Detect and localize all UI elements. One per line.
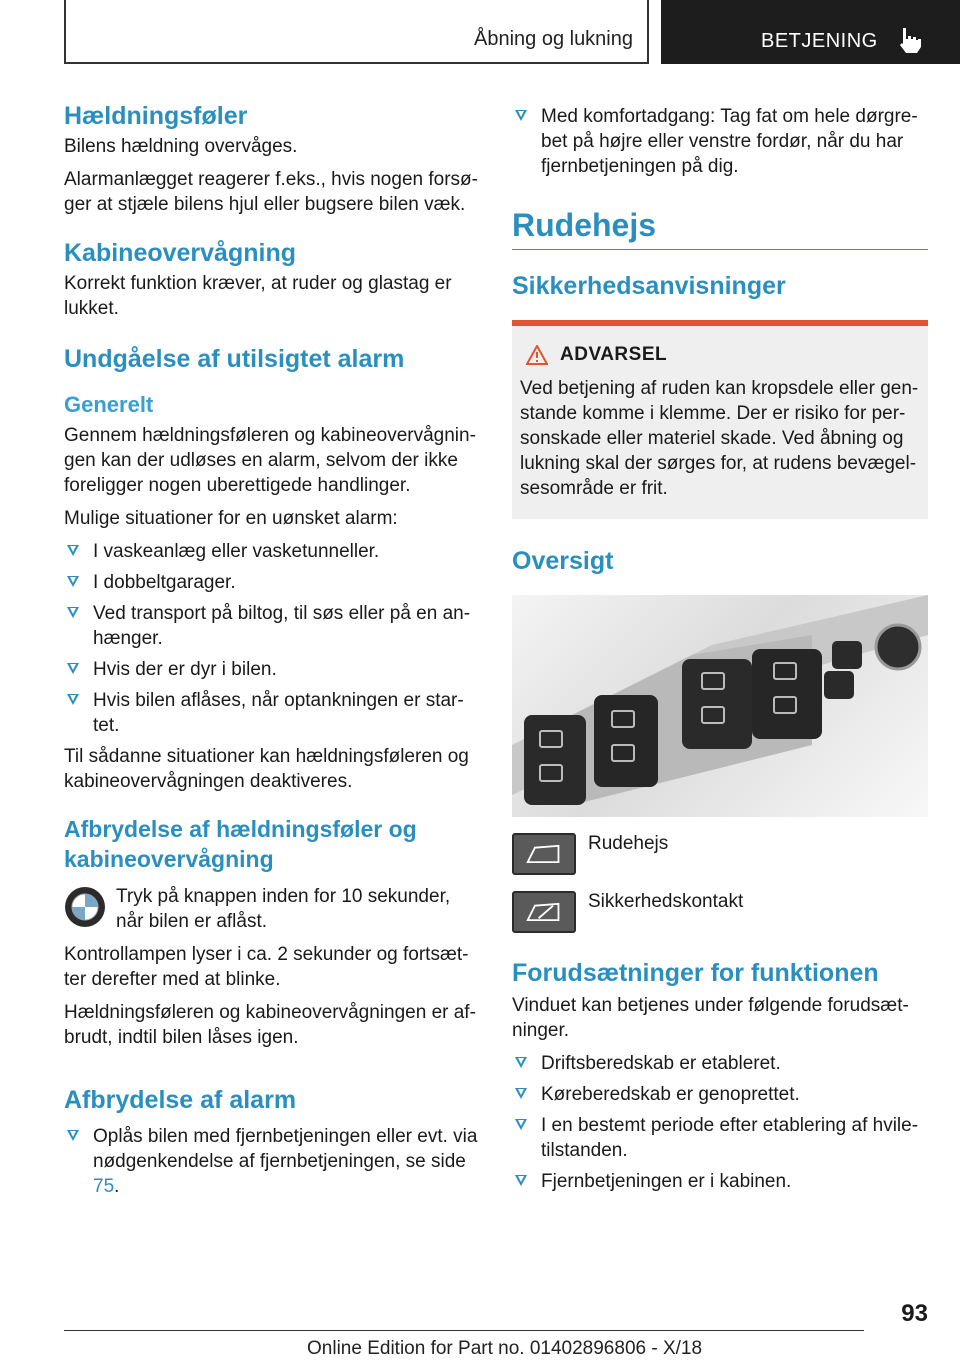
list-item: Køreberedskab er genoprettet. [512,1082,928,1107]
left-column [64,100,479,1205]
warning-box [512,320,928,519]
comfort-access-list [512,104,928,179]
subheading-general: Generelt [64,392,154,417]
list-item: I en bestemt periode efter etablering af hvile-tilstanden. [512,1113,928,1163]
list-item: I vaskeanlæg eller vasketunneller. [64,539,479,564]
list-item: Med komfortadgang: Tag fat om hele dørgre-bet på højre eller venstre fordør, når du har fjernbetjeningen på dig. [512,104,928,179]
window-switch-illustration [512,595,928,817]
window-switch-photo [512,595,928,817]
heading-requirements: Forudsætninger for funktionen [512,959,879,987]
page-number: 93 [901,1300,928,1327]
heading-safety: Sikkerhedsanvisninger [512,272,786,300]
list-item: Fjernbetjeningen er i kabinen. [512,1169,928,1194]
paragraph: Til sådanne situationer kan hældningsføleren og kabineovervågningen deaktiveres. [64,746,469,792]
paragraph: Bilens hældning overvåges. [64,136,298,157]
section-title: Åbning og lukning [473,28,633,50]
list-item: Oplås bilen med fjernbetjeningen eller evt. via nødgenkendelse af fjernbetjeningen, se side 75. [64,1124,479,1199]
heading-disable-alarm: Afbrydelse af alarm [64,1086,297,1114]
chapter-title: BETJENING [761,30,878,52]
legend-label: Rudehejs [588,833,669,854]
heading-overview: Oversigt [512,547,614,575]
heading-tilt-sensor: Hældningsføler [64,102,248,130]
triangle-bullet-icon [515,110,527,121]
bmw-logo-icon [64,886,106,928]
paragraph: Vinduet kan betjenes under følgende forudsæt-ninger. [512,995,909,1041]
warning-text: Ved betjening af ruden kan kropsdele eller gen-stande komme i klemme. Der er risiko for per-sonskade eller materiel skade. Ved åbning og lukning skal der sørges for, at rudens bevægel-sesområde er frit. [520,378,919,499]
paragraph: Tryk på knappen inden for 10 sekunder, når bilen er aflåst. [116,886,451,932]
legend-label: Sikkerhedskontakt [588,891,744,912]
right-column [512,100,928,1200]
triangle-bullet-icon [67,1130,79,1141]
triangle-bullet-icon [515,1088,527,1099]
heading-avoid-false-alarm: Undgåelse af utilsigtet alarm [64,345,405,373]
legend-window-lift [512,833,928,875]
section-tab [64,0,649,64]
list-item: I dobbeltgarager. [64,570,479,595]
window-lift-icon [512,833,576,875]
paragraph: Mulige situationer for en uønsket alarm: [64,508,398,529]
legend-safety-switch [512,891,928,933]
list-item: Ved transport på biltog, til søs eller på en an-hænger. [64,601,479,651]
page-header [64,0,960,66]
hand-pointer-icon [897,26,923,54]
paragraph: Korrekt funktion kræver, at ruder og glastag er lukket. [64,273,452,319]
footer-rule [64,1330,864,1331]
triangle-bullet-icon [515,1057,527,1068]
triangle-bullet-icon [515,1119,527,1130]
triangle-bullet-icon [67,576,79,587]
paragraph: Kontrollampen lyser i ca. 2 sekunder og fortsæt-ter derefter med at blinke. [64,944,469,990]
bmw-key-instruction [64,884,479,934]
warning-triangle-icon [526,345,548,365]
situation-list [64,539,479,738]
triangle-bullet-icon [67,545,79,556]
paragraph: Gennem hældningsføleren og kabineovervågnin-gen kan der udløses en alarm, selvom der ikke foreligger nogen uberettigede handlinger. [64,425,476,496]
list-item: Hvis der er dyr i bilen. [64,657,479,682]
triangle-bullet-icon [67,694,79,705]
footer-edition: Online Edition for Part no. 01402896806 - X/18 [307,1338,703,1359]
safety-switch-icon [512,891,576,933]
triangle-bullet-icon [67,663,79,674]
heading-disable-sensors: Afbrydelse af hældningsføler og kabineovervågning [64,816,417,872]
chapter-tab [661,0,960,64]
triangle-bullet-icon [67,607,79,618]
chapter-heading-window-lifts: Rudehejs [512,205,928,250]
warning-label: ADVARSEL [560,344,668,365]
page-link[interactable]: 75 [93,1176,115,1197]
alarm-list [64,1124,479,1199]
paragraph: Hældningsføleren og kabineovervågningen er af-brudt, indtil bilen låses igen. [64,1002,476,1048]
triangle-bullet-icon [515,1175,527,1186]
heading-cabin-monitoring: Kabineovervågning [64,239,296,267]
list-item: Driftsberedskab er etableret. [512,1051,928,1076]
list-item: Hvis bilen aflåses, når optankningen er star-tet. [64,688,479,738]
warning-header [520,344,920,366]
requirements-list [512,1051,928,1194]
paragraph: Alarmanlægget reagerer f.eks., hvis nogen forsø-ger at stjæle bilens hjul eller bugsere bilen væk. [64,169,478,215]
